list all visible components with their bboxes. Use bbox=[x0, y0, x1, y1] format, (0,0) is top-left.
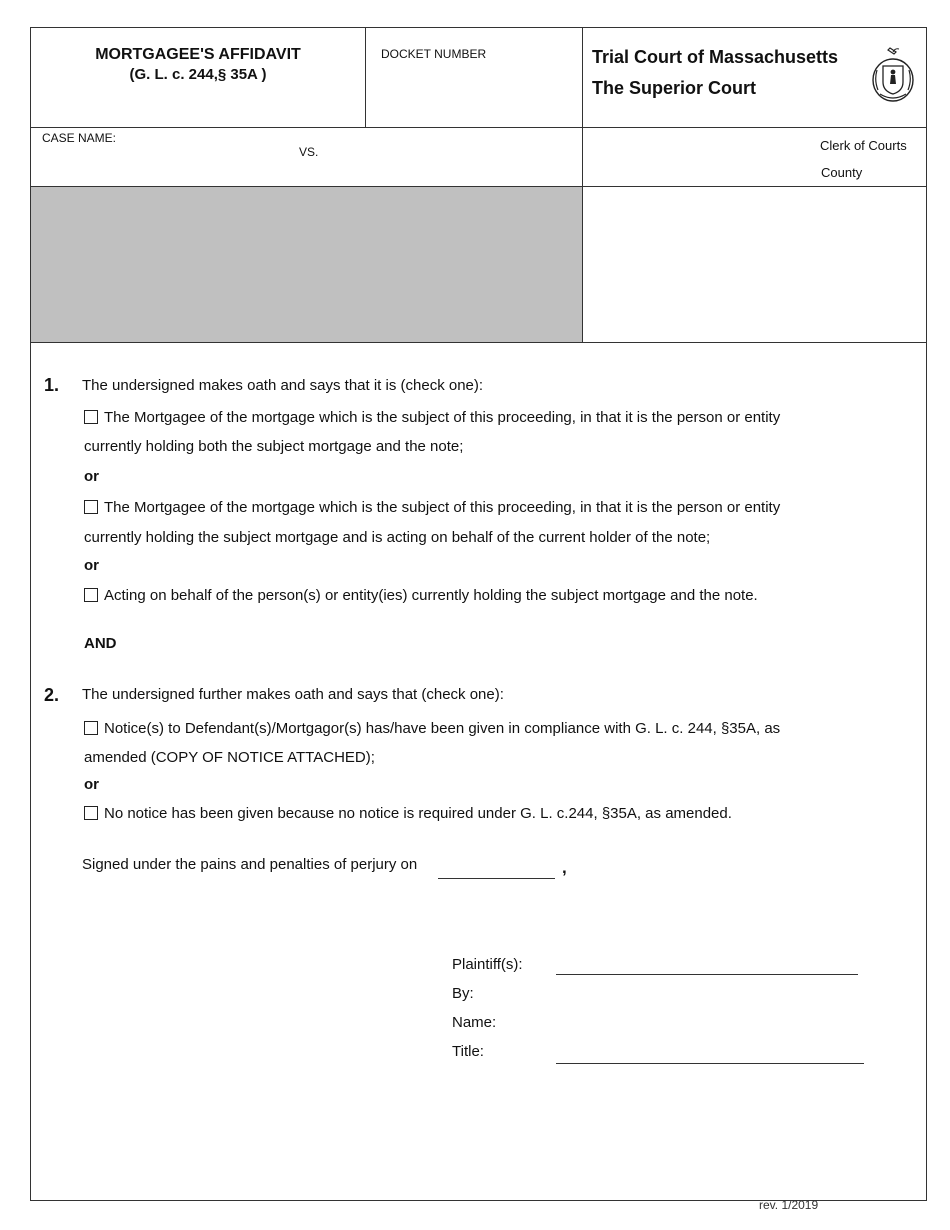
section-2-number: 2. bbox=[44, 685, 60, 705]
or-label: or bbox=[84, 776, 99, 793]
option-1a bbox=[84, 409, 780, 426]
case-name-label: CASE NAME: bbox=[42, 131, 117, 145]
section-1-intro: The undersigned makes oath and says that it is (check one): bbox=[82, 377, 484, 394]
court-name: Trial Court of Massachusetts bbox=[592, 47, 839, 67]
office-use-shaded-box bbox=[31, 187, 583, 343]
option-1b-checkbox[interactable] bbox=[84, 500, 98, 514]
title-label: Title: bbox=[452, 1043, 484, 1060]
option-2a bbox=[84, 720, 780, 737]
option-2b bbox=[84, 805, 732, 822]
court-department: The Superior Court bbox=[592, 78, 757, 98]
clerk-of-courts-label: Clerk of Courts bbox=[820, 138, 907, 153]
title-field[interactable] bbox=[556, 1063, 864, 1064]
county-label: County bbox=[821, 165, 863, 180]
option-2a-text: Notice(s) to Defendant(s)/Mortgagor(s) has/have been given in compliance with G. L. c. 244, §35A, as bbox=[104, 720, 781, 737]
option-2b-checkbox[interactable] bbox=[84, 806, 98, 820]
section-1-number: 1. bbox=[44, 375, 60, 395]
by-label: By: bbox=[452, 985, 474, 1002]
option-1b bbox=[84, 499, 780, 516]
option-2a-text-cont: amended (COPY OF NOTICE ATTACHED); bbox=[84, 749, 375, 766]
option-1a-text: The Mortgagee of the mortgage which is the subject of this proceeding, in that it is the person or entity bbox=[104, 409, 781, 426]
option-1b-text-cont: currently holding the subject mortgage and is acting on behalf of the current holder of the note; bbox=[84, 529, 711, 546]
revision-date: rev. 1/2019 bbox=[759, 1198, 819, 1212]
and-label: AND bbox=[84, 635, 117, 652]
section-2-intro: The undersigned further makes oath and says that (check one): bbox=[82, 686, 504, 703]
header-bottom-rule bbox=[30, 127, 927, 128]
plaintiff-field[interactable] bbox=[556, 974, 858, 975]
plaintiff-label: Plaintiff(s): bbox=[452, 956, 523, 973]
massachusetts-seal-icon bbox=[870, 44, 916, 104]
or-label: or bbox=[84, 557, 99, 574]
versus-label: VS. bbox=[299, 145, 319, 159]
option-1a-text-cont: currently holding both the subject mortgage and the note; bbox=[84, 438, 464, 455]
form-title-block bbox=[31, 45, 365, 85]
header-divider bbox=[365, 27, 366, 127]
option-1b-text: The Mortgagee of the mortgage which is the subject of this proceeding, in that it is the person or entity bbox=[104, 499, 781, 516]
option-2a-checkbox[interactable] bbox=[84, 721, 98, 735]
form-title: MORTGAGEE'S AFFIDAVIT bbox=[95, 46, 301, 63]
option-1c-text: Acting on behalf of the person(s) or entity(ies) currently holding the subject mortgage and the note. bbox=[104, 587, 758, 604]
signed-under-penalty-text: Signed under the pains and penalties of perjury on bbox=[82, 856, 418, 873]
signature-date-field[interactable] bbox=[438, 878, 555, 879]
option-2b-text: No notice has been given because no notice is required under G. L. c.244, §35A, as amended. bbox=[104, 805, 732, 822]
name-label: Name: bbox=[452, 1014, 497, 1031]
statute-reference: (G. L. c. 244,§ 35A ) bbox=[129, 66, 267, 83]
date-comma: , bbox=[562, 858, 567, 877]
option-1a-checkbox[interactable] bbox=[84, 410, 98, 424]
docket-number-label: DOCKET NUMBER bbox=[381, 47, 487, 61]
option-1c bbox=[84, 587, 758, 604]
or-label: or bbox=[84, 468, 99, 485]
option-1c-checkbox[interactable] bbox=[84, 588, 98, 602]
